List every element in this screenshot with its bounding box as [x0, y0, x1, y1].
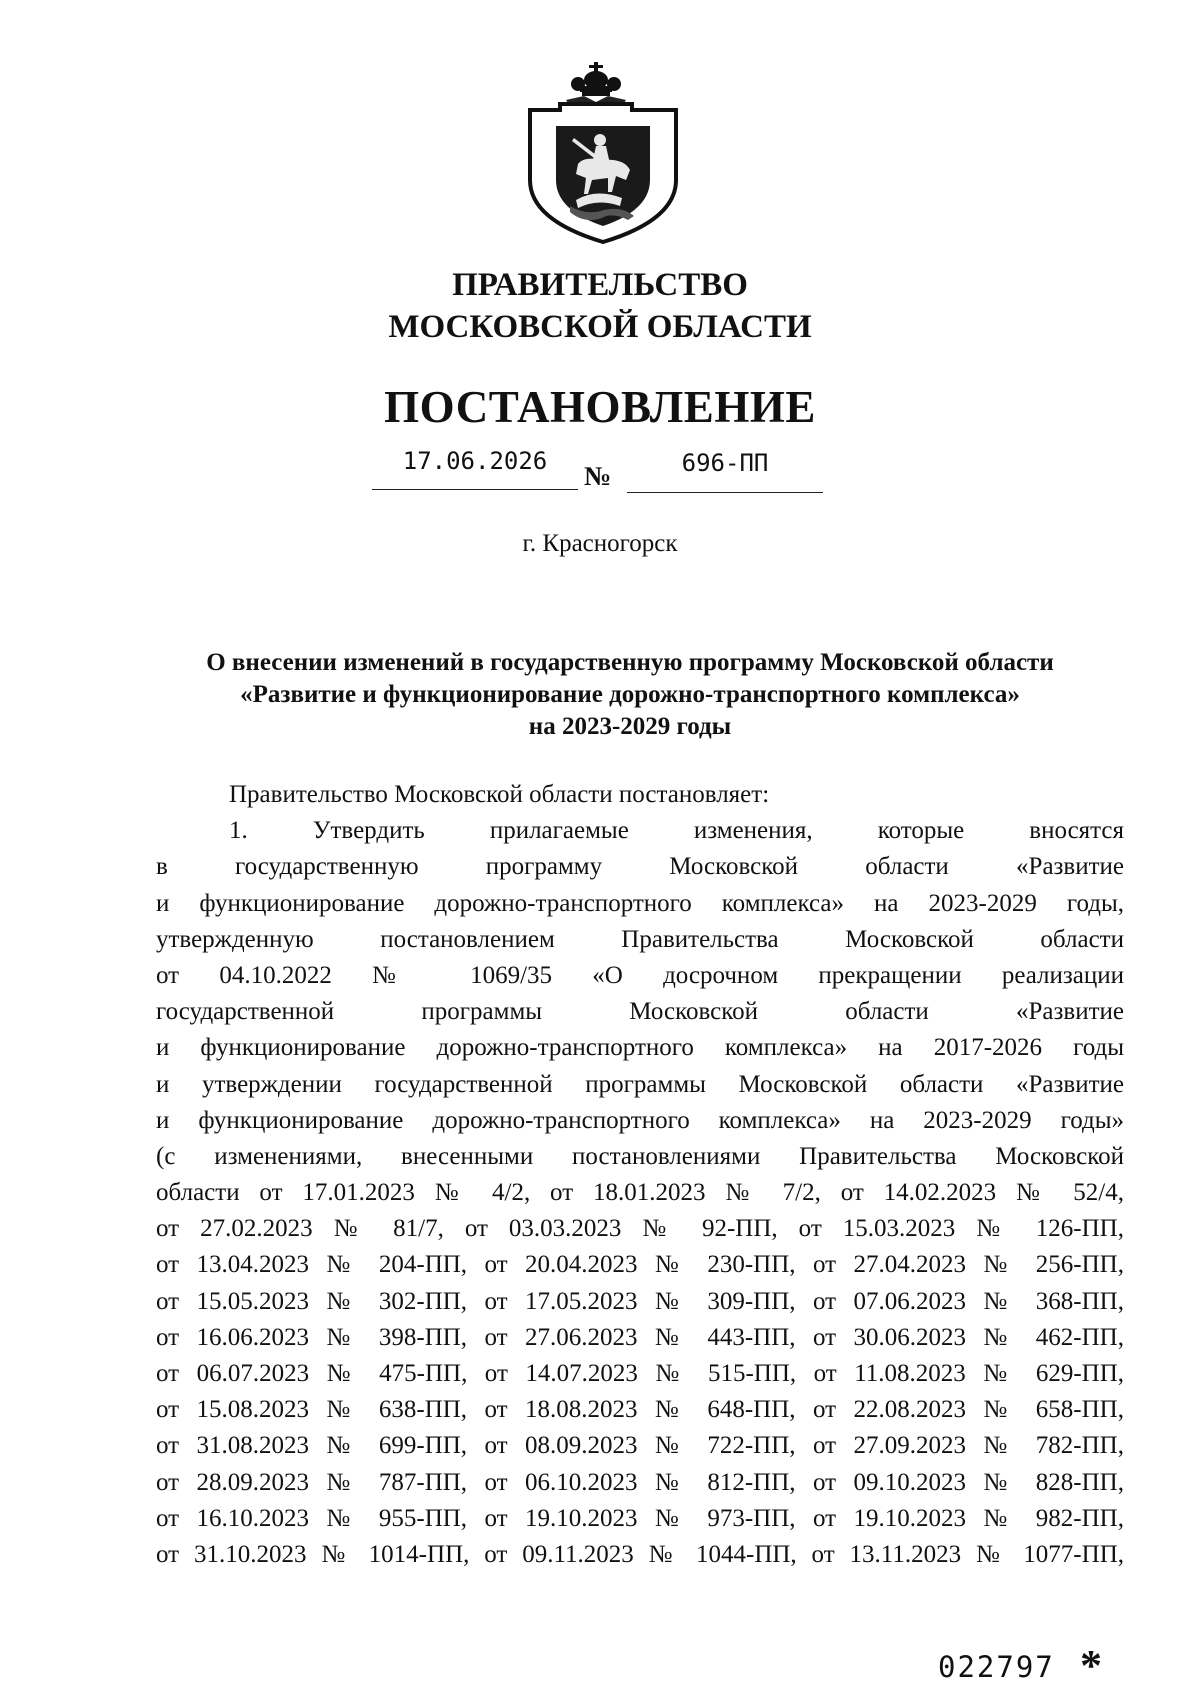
subject-line: на 2023-2029 годы	[528, 713, 732, 740]
number-sign: №	[584, 461, 612, 491]
body-line: от 31.10.2023 № 1014-ПП, от 09.11.2023 № 1044-ПП, от 13.11.2023 № 1077-ПП,	[156, 1540, 1124, 1568]
document-type-title: ПОСТАНОВЛЕНИЕ	[384, 382, 816, 432]
body-line: и функционирование дорожно-транспортного комплекса» на 2023-2029 годы,	[156, 889, 1124, 917]
document-date: 17.06.2026	[402, 447, 548, 475]
coat-of-arms-icon	[526, 60, 680, 245]
body-line: в государственную программу Московской области «Развитие	[156, 853, 1124, 881]
city-name: г. Красногорск	[522, 530, 678, 557]
body-line: 1. Утвердить прилагаемые изменения, которые вносятся	[229, 817, 1124, 845]
body-line: от 16.06.2023 № 398-ПП, от 27.06.2023 № 443-ПП, от 30.06.2023 № 462-ПП,	[156, 1323, 1124, 1351]
body-line: от 13.04.2023 № 204-ПП, от 20.04.2023 № 230-ПП, от 27.04.2023 № 256-ПП,	[156, 1251, 1124, 1279]
body-line: и функционирование дорожно-транспортного комплекса» на 2017-2026 годы	[156, 1034, 1124, 1062]
document-number: 696-ПП	[681, 449, 769, 477]
date-underline	[372, 489, 578, 490]
number-underline	[627, 492, 823, 493]
body-line: от 06.07.2023 № 475-ПП, от 14.07.2023 № 515-ПП, от 11.08.2023 № 629-ПП,	[156, 1360, 1124, 1387]
body-line: утвержденную постановлением Правительства Московской области	[156, 925, 1124, 953]
body-line: от 04.10.2022 № 1069/35 «О досрочном прекращении реализации	[156, 961, 1124, 989]
body-line: от 15.08.2023 № 638-ПП, от 18.08.2023 № 648-ПП, от 22.08.2023 № 658-ПП,	[156, 1396, 1124, 1424]
document-subject	[150, 647, 1110, 743]
body-line: и утверждении государственной программы Московской области «Развитие	[156, 1070, 1124, 1098]
body-line: от 15.05.2023 № 302-ПП, от 17.05.2023 № 309-ПП, от 07.06.2023 № 368-ПП,	[156, 1287, 1124, 1315]
organization-name-line2: МОСКОВСКОЙ ОБЛАСТИ	[388, 309, 812, 345]
body-line: (с изменениями, внесенными постановлениями Правительства Московской	[156, 1142, 1124, 1170]
document-body	[156, 777, 1124, 1573]
subject-line: «Развитие и функционирование дорожно-транспортного комплекса»	[240, 681, 1020, 708]
body-line: и функционирование дорожно-транспортного комплекса» на 2023-2029 годы»	[156, 1106, 1124, 1134]
star-mark: *	[1080, 1641, 1102, 1690]
body-line: государственной программы Московской области «Развитие	[156, 998, 1124, 1026]
body-line: от 27.02.2023 № 81/7, от 03.03.2023 № 92-ПП, от 15.03.2023 № 126-ПП,	[156, 1215, 1124, 1243]
body-line: от 31.08.2023 № 699-ПП, от 08.09.2023 № 722-ПП, от 27.09.2023 № 782-ПП,	[156, 1432, 1124, 1460]
subject-line: О внесении изменений в государственную программу Московской области	[206, 649, 1054, 676]
body-line: области от 17.01.2023 № 4/2, от 18.01.2023 № 7/2, от 14.02.2023 № 52/4,	[156, 1179, 1124, 1207]
body-line: от 28.09.2023 № 787-ПП, от 06.10.2023 № 812-ПП, от 09.10.2023 № 828-ПП,	[156, 1468, 1124, 1496]
organization-name-line1: ПРАВИТЕЛЬСТВО	[452, 267, 748, 303]
body-line: Правительство Московской области постановляет:	[229, 781, 770, 808]
body-line: от 16.10.2023 № 955-ПП, от 19.10.2023 № 973-ПП, от 19.10.2023 № 982-ПП,	[156, 1504, 1124, 1532]
form-serial-number: 022797	[938, 1650, 1055, 1684]
